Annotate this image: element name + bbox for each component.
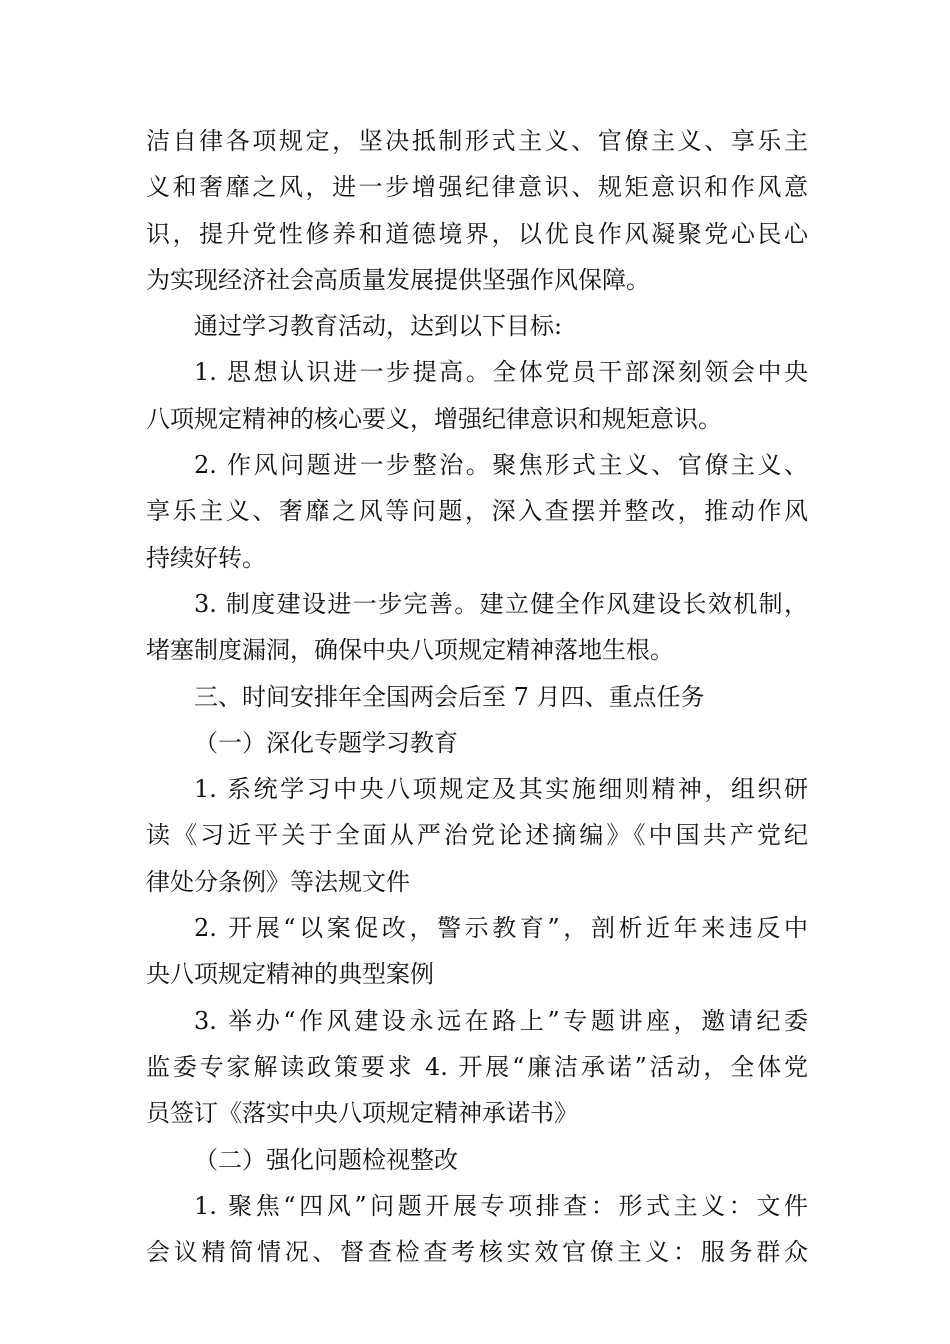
text-line: 堵塞制度漏洞，确保中央八项规定精神落地生根。 bbox=[146, 636, 674, 665]
text-line: 持续好转。 bbox=[146, 543, 266, 572]
text-line: 1. 系统学习中央八项规定及其实施细则精神，组织研 bbox=[194, 775, 808, 804]
text-line: 监委专家解读政策要求 4. 开展“廉洁承诺”活动，全体党 bbox=[146, 1052, 808, 1081]
text-line: （二）强化问题检视整改 bbox=[194, 1145, 458, 1174]
text-line: （一）深化专题学习教育 bbox=[194, 728, 458, 757]
text-line: 央八项规定精神的典型案例 bbox=[146, 960, 434, 989]
text-line: 会议精简情况、督查检查考核实效官僚主义：服务群众 bbox=[146, 1238, 808, 1267]
text-line: 3. 举办“作风建设永远在路上”专题讲座，邀请纪委 bbox=[194, 1006, 808, 1035]
text-line: 通过学习教育活动，达到以下目标: bbox=[194, 312, 563, 341]
text-line: 2. 作风问题进一步整治。聚焦形式主义、官僚主义、 bbox=[194, 451, 808, 480]
text-line: 享乐主义、奢靡之风等问题，深入查摆并整改，推动作风 bbox=[146, 497, 808, 526]
text-line: 1. 聚焦“四风”问题开展专项排查：形式主义：文件 bbox=[194, 1191, 808, 1220]
text-line: 读《习近平关于全面从严治党论述摘编》《中国共产党纪 bbox=[146, 821, 808, 850]
document-body bbox=[146, 118, 808, 1275]
text-line: 识，提升党性修养和道德境界，以优良作风凝聚党心民心 bbox=[146, 219, 808, 248]
text-line: 三、时间安排年全国两会后至 7 月四、重点任务 bbox=[194, 682, 705, 711]
text-line: 3. 制度建设进一步完善。建立健全作风建设长效机制， bbox=[194, 589, 808, 618]
text-line: 八项规定精神的核心要义，增强纪律意识和规矩意识。 bbox=[146, 404, 722, 433]
text-line: 义和奢靡之风，进一步增强纪律意识、规矩意识和作风意 bbox=[146, 173, 808, 202]
text-line: 员签订《落实中央八项规定精神承诺书》 bbox=[146, 1099, 578, 1128]
text-line: 2. 开展“以案促改，警示教育”，剖析近年来违反中 bbox=[194, 914, 808, 943]
text-line: 为实现经济社会高质量发展提供坚强作风保障。 bbox=[146, 265, 650, 294]
text-line: 1. 思想认识进一步提高。全体党员干部深刻领会中央 bbox=[194, 358, 808, 387]
text-line: 洁自律各项规定，坚决抵制形式主义、官僚主义、享乐主 bbox=[146, 127, 808, 155]
text-line: 律处分条例》等法规文件 bbox=[146, 867, 410, 896]
